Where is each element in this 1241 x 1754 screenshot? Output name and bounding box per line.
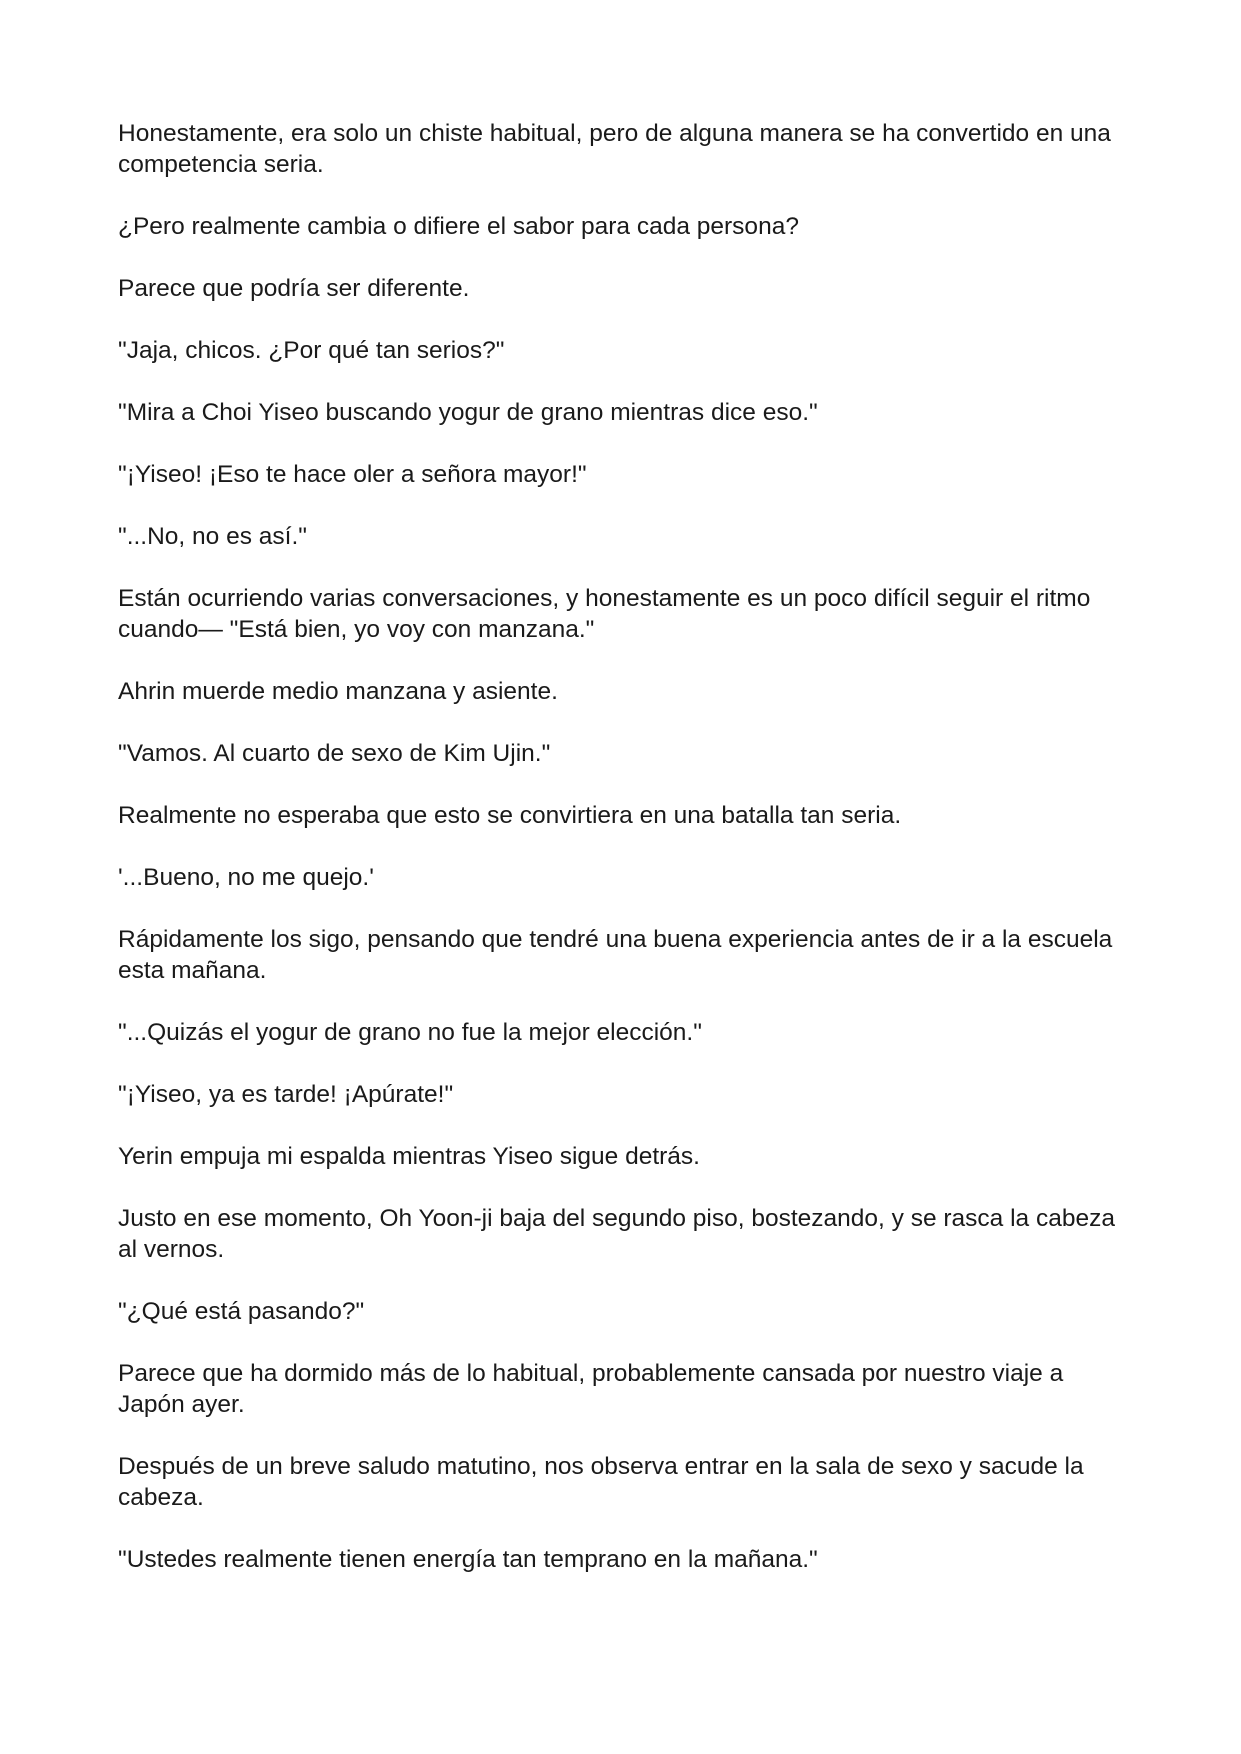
- paragraph: "Ustedes realmente tienen energía tan temprano en la mañana.": [118, 1546, 818, 1573]
- paragraph: Justo en ese momento, Oh Yoon-ji baja del segundo piso, bostezando, y se rasca la cabeza al vernos.: [118, 1205, 1115, 1263]
- paragraph: "Mira a Choi Yiseo buscando yogur de grano mientras dice eso.": [118, 399, 818, 426]
- paragraph: Rápidamente los sigo, pensando que tendré una buena experiencia antes de ir a la escuela esta mañana.: [118, 926, 1113, 984]
- paragraph: "¿Qué está pasando?": [118, 1298, 365, 1325]
- paragraph: "¡Yiseo! ¡Eso te hace oler a señora mayor!": [118, 461, 587, 488]
- paragraph: ¿Pero realmente cambia o difiere el sabor para cada persona?: [118, 213, 799, 240]
- paragraph: Yerin empuja mi espalda mientras Yiseo sigue detrás.: [118, 1143, 700, 1170]
- paragraph: "¡Yiseo, ya es tarde! ¡Apúrate!": [118, 1081, 454, 1108]
- paragraph: "...Quizás el yogur de grano no fue la mejor elección.": [118, 1019, 702, 1046]
- document-body: [118, 118, 1128, 1606]
- paragraph: Parece que ha dormido más de lo habitual, probablemente cansada por nuestro viaje a Japón ayer.: [118, 1360, 1064, 1418]
- paragraph: Honestamente, era solo un chiste habitual, pero de alguna manera se ha convertido en una competencia seria.: [118, 120, 1111, 178]
- paragraph: "...No, no es así.": [118, 523, 307, 550]
- paragraph: "Jaja, chicos. ¿Por qué tan serios?": [118, 337, 505, 364]
- paragraph: Realmente no esperaba que esto se convirtiera en una batalla tan seria.: [118, 802, 902, 829]
- paragraph: '...Bueno, no me quejo.': [118, 864, 374, 891]
- paragraph: Ahrin muerde medio manzana y asiente.: [118, 678, 558, 705]
- paragraph: "Vamos. Al cuarto de sexo de Kim Ujin.": [118, 740, 551, 767]
- paragraph: Parece que podría ser diferente.: [118, 275, 470, 302]
- paragraph: Están ocurriendo varias conversaciones, y honestamente es un poco difícil seguir el ritmo cuando— "Está bien, yo voy con manzana.": [118, 585, 1091, 643]
- paragraph: Después de un breve saludo matutino, nos observa entrar en la sala de sexo y sacude la cabeza.: [118, 1453, 1084, 1511]
